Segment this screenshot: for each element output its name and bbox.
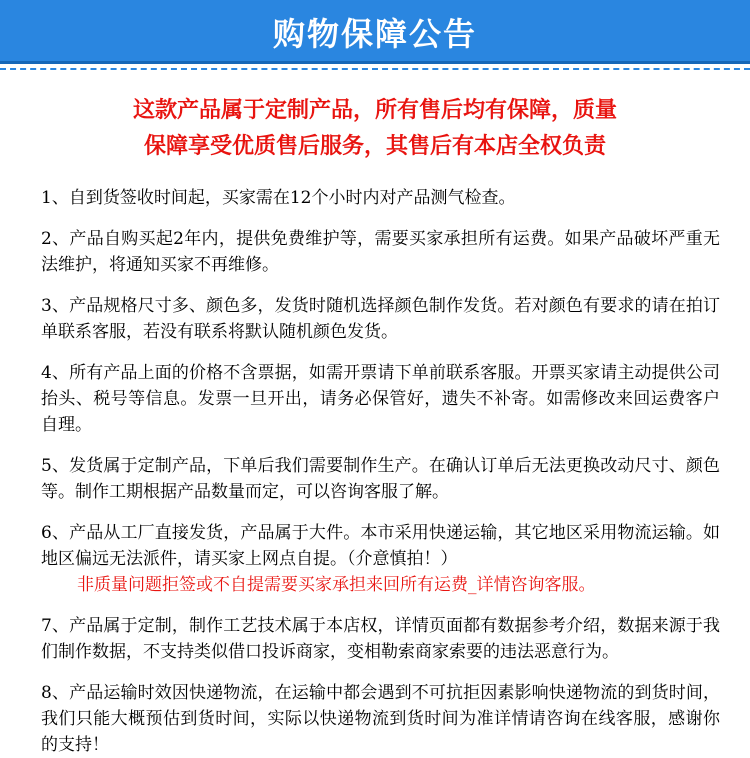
clause-text: 3、产品规格尺寸多、颜色多，发货时随机选择颜色制作发货。若对颜色有要求的请在拍订单联系客服，若没有联系将默认随机颜色发货。 <box>41 296 720 342</box>
guarantee-notice <box>0 92 750 164</box>
clause-text: 7、产品属于定制，制作工艺技术属于本店权，详情页面都有数据参考介绍，数据来源于我们制作数据，不支持类似借口投诉商家，变相勒索商家索要的违法恶意行为。 <box>41 616 720 662</box>
clause-warning: 非质量问题拒签或不自提需要买家承担来回所有运费_详情咨询客服。 <box>77 575 596 595</box>
clause-item <box>41 293 720 345</box>
clause-text: 6、产品从工厂直接发货，产品属于大件。本市采用快递运输，其它地区采用物流运输。如地区偏远无法派件，请买家上网点自提。（介意慎拍！） <box>41 523 720 569</box>
clause-list <box>0 185 750 758</box>
page-title: 购物保障公告 <box>272 15 477 53</box>
clause-text: 5、发货属于定制产品，下单后我们需要制作生产。在确认订单后无法更换改动尺寸、颜色等。制作工期根据产品数量而定，可以咨询客服了解。 <box>41 456 720 502</box>
header-banner <box>0 0 750 64</box>
dashed-divider <box>0 68 750 70</box>
clause-item <box>41 360 720 438</box>
clause-item <box>41 185 720 211</box>
notice-line-2: 保障享受优质售后服务，其售后有本店全权负责 <box>143 133 606 159</box>
clause-text: 2、产品自购买起2年内，提供免费维护等，需要买家承担所有运费。如果产品破坏严重无法维护，将通知买家不再维修。 <box>41 229 720 275</box>
clause-text: 8、产品运输时效因快递物流，在运输中都会遇到不可抗拒因素影响快递物流的到货时间，我们只能大概预估到货时间，实际以快递物流到货时间为准详情请咨询在线客服，感谢你的支持！ <box>41 683 720 755</box>
clause-item <box>41 613 720 665</box>
clause-text: 4、所有产品上面的价格不含票据，如需开票请下单前联系客服。开票买家请主动提供公司抬头、税号等信息。发票一旦开出，请务必保管好，遗失不补寄。如需修改来回运费客户自理。 <box>41 363 720 435</box>
clause-item <box>41 680 720 758</box>
clause-item <box>41 453 720 505</box>
clause-text: 1、自到货签收时间起，买家需在12个小时内对产品测气检查。 <box>41 188 516 208</box>
notice-line-1: 这款产品属于定制产品，所有售后均有保障，质量 <box>132 97 617 123</box>
header-rule <box>0 61 750 64</box>
clause-item <box>41 520 720 598</box>
clause-item <box>41 226 720 278</box>
